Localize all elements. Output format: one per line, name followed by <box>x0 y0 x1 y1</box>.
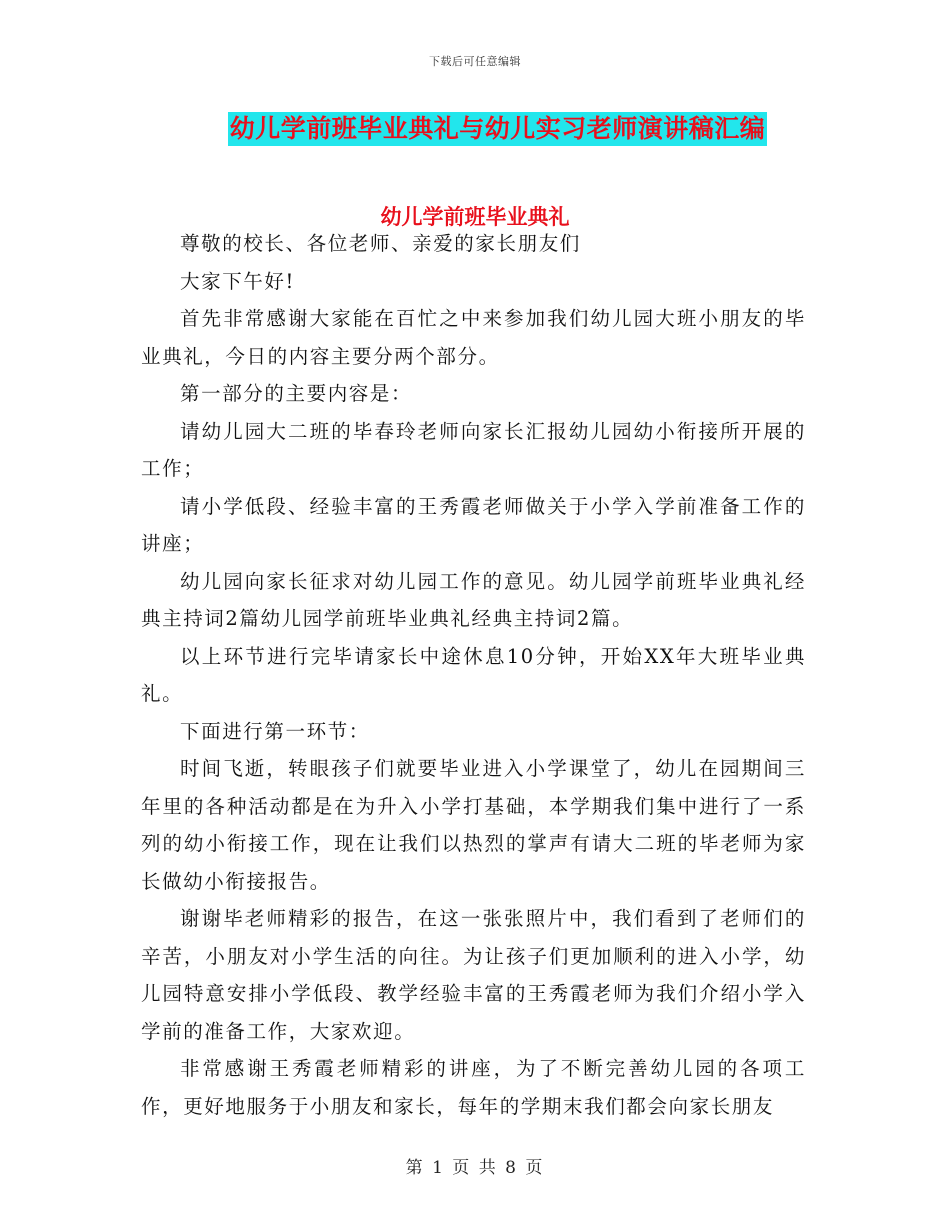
header-note: 下载后可任意编辑 <box>429 55 521 68</box>
document-body <box>141 225 806 1125</box>
paragraph: 首先非常感谢大家能在百忙之中来参加我们幼儿园大班小朋友的毕业典礼，今日的内容主要分两个部分。 <box>141 307 806 368</box>
paragraph: 大家下午好! <box>180 269 295 293</box>
paragraph: 幼儿园向家长征求对幼儿园工作的意见。幼儿园学前班毕业典礼经典主持词2篇幼儿园学前班毕业典礼经典主持词2篇。 <box>141 569 806 630</box>
paragraph: 下面进行第一环节： <box>180 719 370 743</box>
document-title-container <box>0 112 950 146</box>
paragraph: 第一部分的主要内容是： <box>180 382 413 405</box>
document-title: 幼儿学前班毕业典礼与幼儿实习老师演讲稿汇编 <box>228 112 768 146</box>
paragraph: 时间飞逝，转眼孩子们就要毕业进入小学课堂了，幼儿在园期间三年里的各种活动都是在为升入小学打基础，本学期我们集中进行了一系列的幼小衔接工作，现在让我们以热烈的掌声有请大二班的毕老师为家长做幼小衔接报告。 <box>141 757 806 893</box>
section-title: 幼儿学前班毕业典礼 <box>380 205 570 229</box>
paragraph: 以上环节进行完毕请家长中途休息10分钟，开始XX年大班毕业典礼。 <box>141 644 806 705</box>
paragraph: 请小学低段、经验丰富的王秀霞老师做关于小学入学前准备工作的讲座； <box>141 494 806 555</box>
paragraph: 尊敬的校长、各位老师、亲爱的家长朋友们 <box>180 232 581 255</box>
paragraph: 谢谢毕老师精彩的报告，在这一张张照片中，我们看到了老师们的辛苦，小朋友对小学生活的向往。为让孩子们更加顺利的进入小学，幼儿园特意安排小学低段、教学经验丰富的王秀霞老师为我们介绍小学入学前的准备工作，大家欢迎。 <box>141 907 806 1043</box>
page-number-footer: 第 1 页 共 8 页 <box>405 1158 545 1178</box>
paragraph: 请幼儿园大二班的毕春玲老师向家长汇报幼儿园幼小衔接所开展的工作； <box>141 419 806 480</box>
paragraph: 非常感谢王秀霞老师精彩的讲座，为了不断完善幼儿园的各项工作，更好地服务于小朋友和家长，每年的学期末我们都会向家长朋友 <box>141 1057 806 1118</box>
